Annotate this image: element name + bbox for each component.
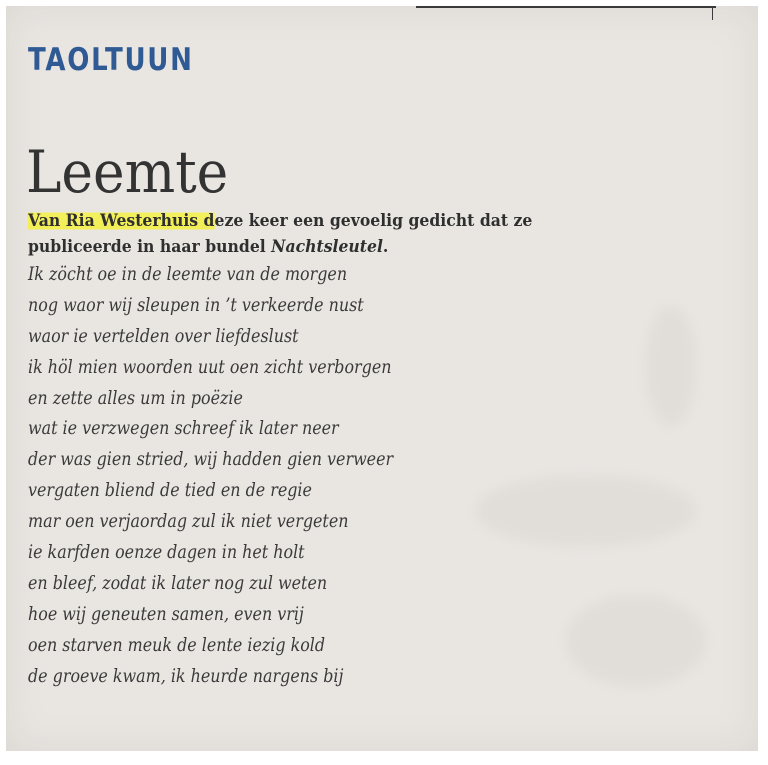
intro-end: .: [382, 237, 389, 257]
poem-line: wat ie verzwegen schreef ik later neer: [28, 418, 339, 440]
top-divider-rule: [416, 6, 716, 8]
poem: [28, 260, 510, 692]
poem-line: vergaten bliend de tied en de regie: [28, 480, 312, 502]
poem-line: mar oen verjaordag zul ik niet vergeten: [28, 511, 349, 533]
poem-line: oen starven meuk de lente iezig kold: [28, 634, 326, 656]
paper-smudge: [646, 306, 696, 426]
newspaper-clipping: [6, 6, 758, 751]
article-intro: [28, 208, 617, 260]
highlighted-author-text: Van Ria Westerhuis d: [28, 211, 215, 231]
intro-text: eze keer een gevoelig gedicht dat ze publiceerde in haar bundel: [28, 211, 533, 257]
column-divider-rule: [712, 6, 713, 20]
paper-smudge: [566, 596, 706, 686]
poem-line: nog waor wij sleupen in ’t verkeerde nust: [28, 294, 364, 316]
poem-line: en zette alles um in poëzie: [28, 387, 243, 409]
article-title: Leemte: [26, 137, 229, 206]
poem-line: ie karfden oenze dagen in het holt: [28, 542, 305, 564]
poem-line: Ik zöcht oe in de leemte van de morgen: [28, 264, 348, 285]
poem-line: hoe wij geneuten samen, even vrij: [28, 603, 304, 625]
poem-line: de groeve kwam, ik heurde nargens bij: [28, 665, 344, 687]
poem-line: ik höl mien woorden uut oen zicht verborgen: [28, 356, 392, 378]
section-label: TAOLTUUN: [28, 42, 194, 78]
poem-line: waor ie vertelden over liefdeslust: [28, 325, 299, 347]
poem-line: der was gien stried, wij hadden gien verweer: [28, 449, 394, 471]
poem-line: en bleef, zodat ik later nog zul weten: [28, 572, 328, 594]
book-title: Nachtsleutel: [271, 237, 383, 257]
